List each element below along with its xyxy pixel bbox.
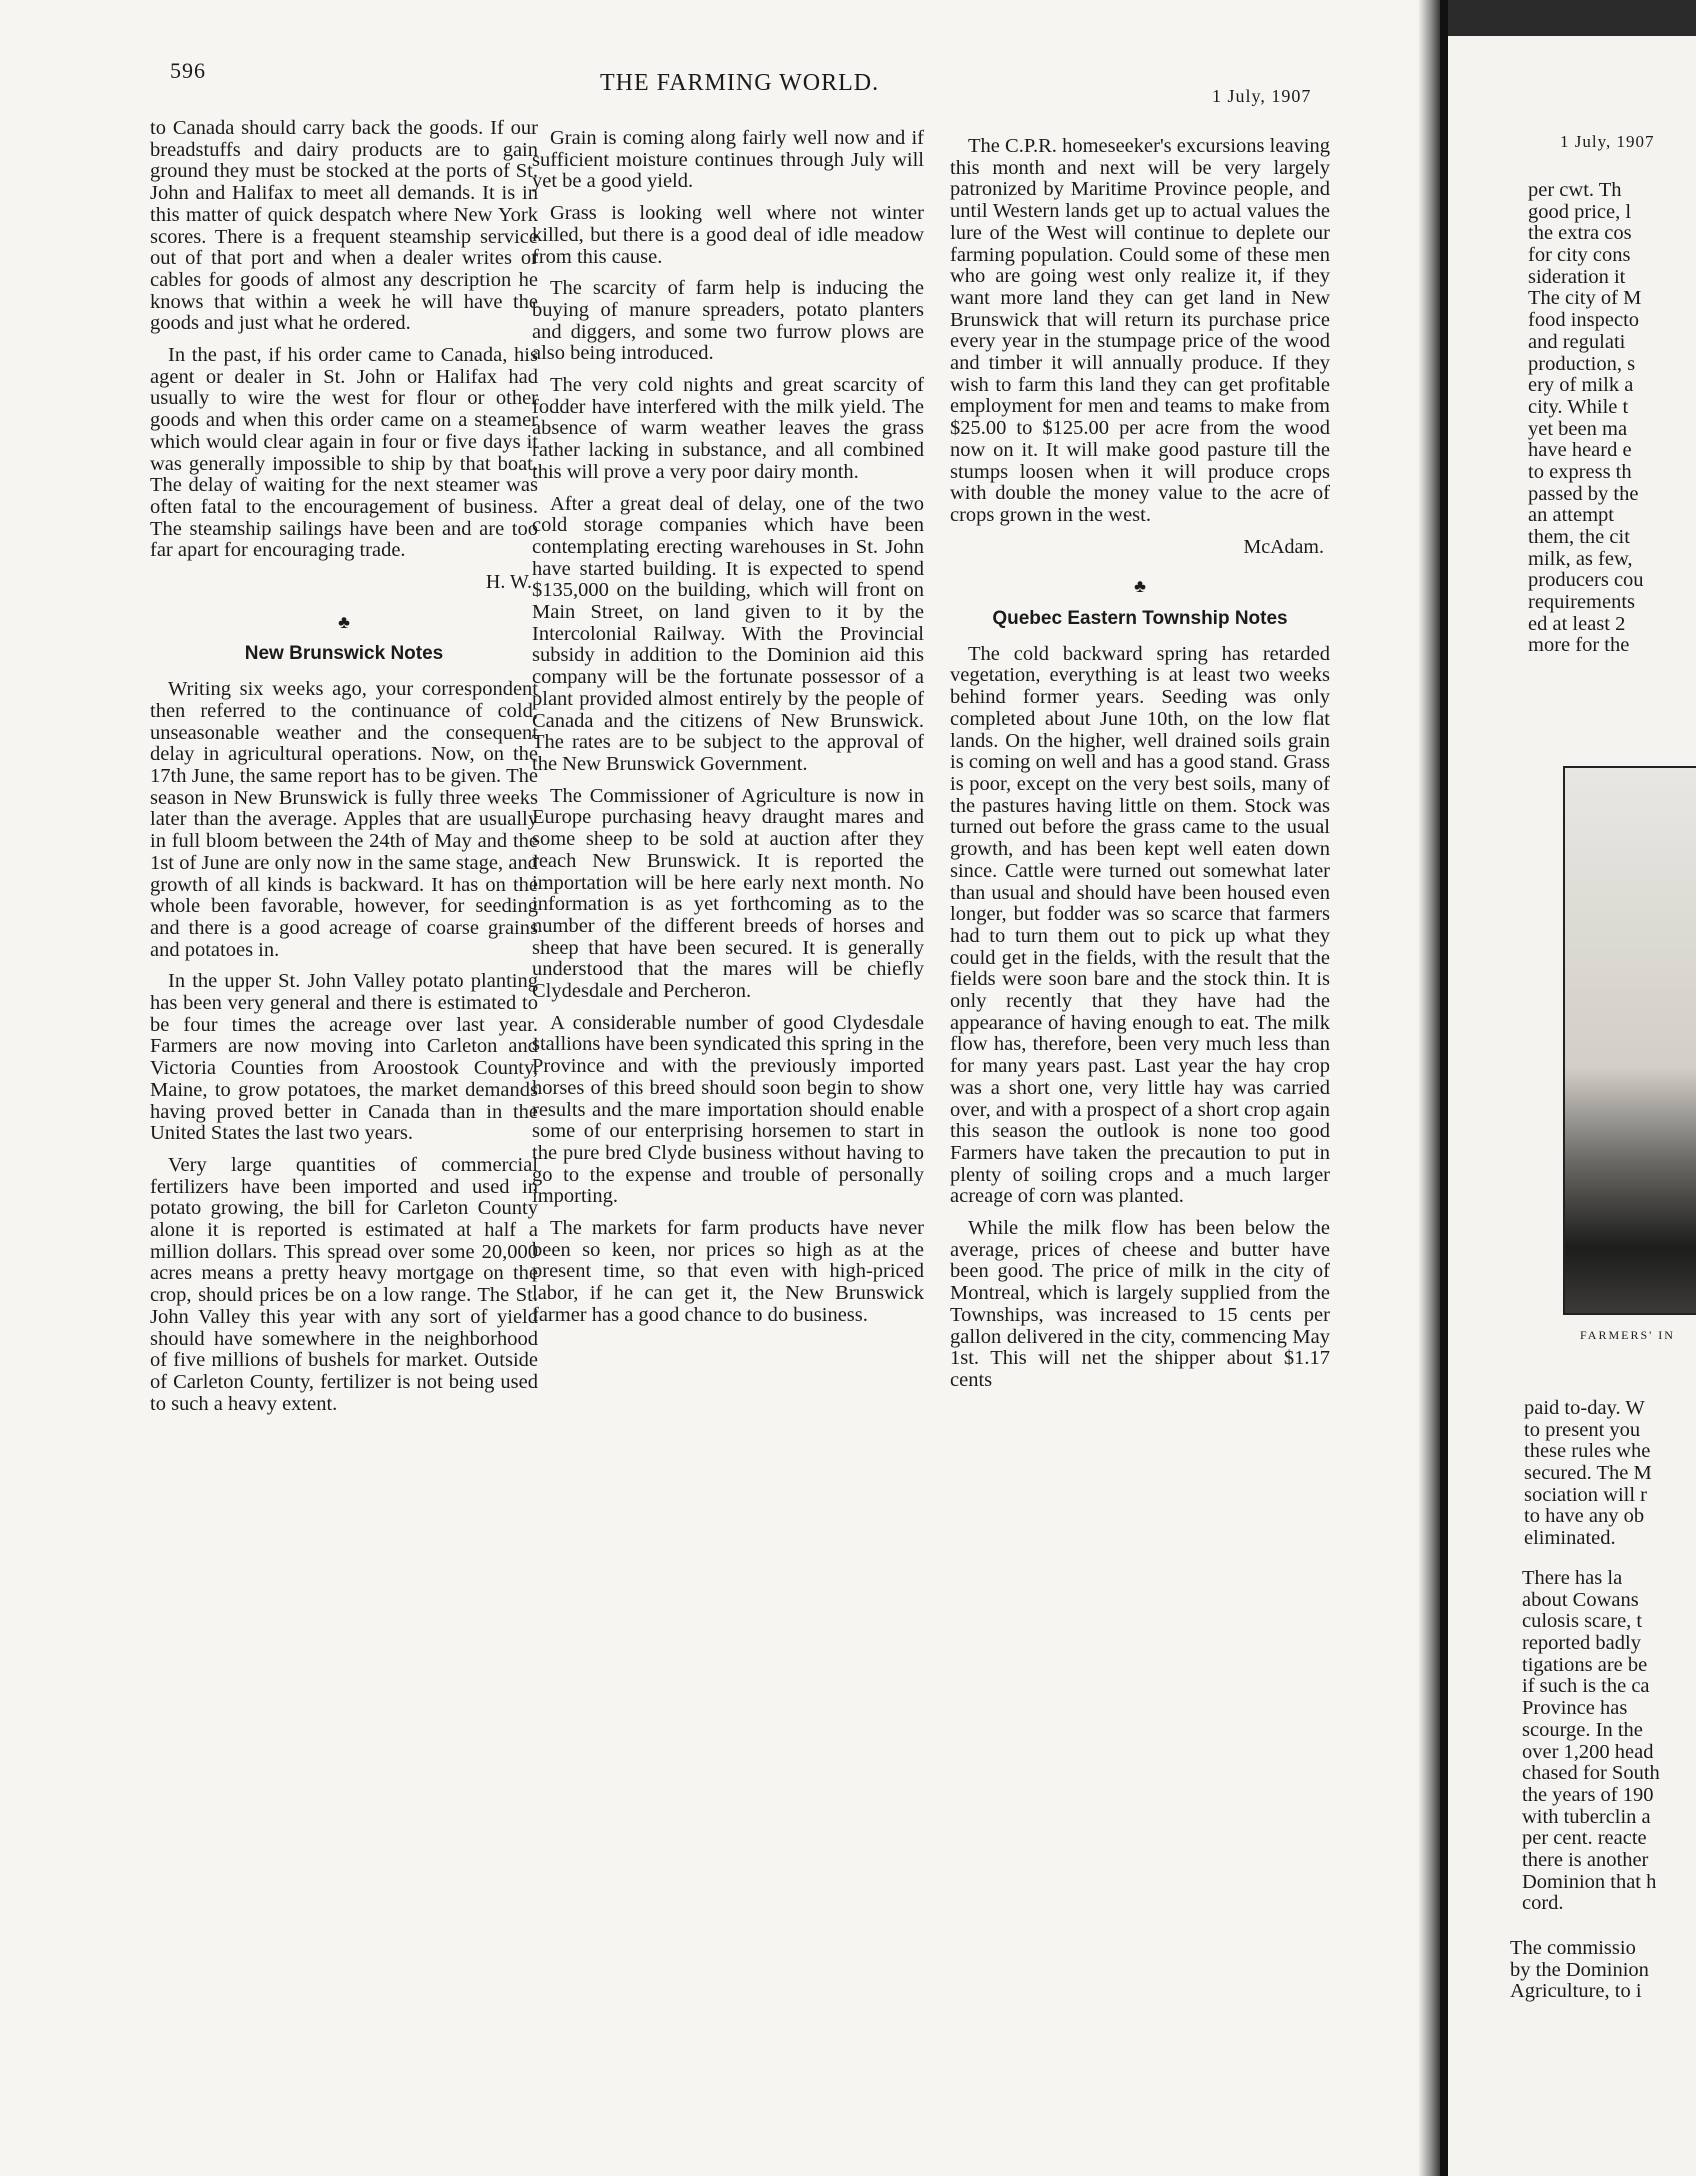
text-line: ery of milk a [1528, 374, 1634, 397]
text-line: Province has [1522, 1697, 1628, 1720]
column-1 [150, 118, 538, 1425]
text-line: sideration it [1528, 265, 1626, 288]
text-line: by the Dominion [1510, 1958, 1649, 1981]
paragraph: A considerable number of good Clydesdale stallions have been syndicated this spring in the Province and with the previously imported horses of this breed should soon begin to show results and the mare importation should enable some of our enterprising horsemen to start in the pure bred Clyde business without having to go to the expense and trouble of personally importing. [532, 1011, 924, 1208]
section-heading: New Brunswick Notes [244, 643, 444, 665]
text-line: production, s [1528, 352, 1636, 375]
text-line: more for the [1528, 634, 1630, 657]
text-line: requirements [1528, 591, 1636, 614]
text-line: passed by the [1528, 482, 1639, 505]
ornament-icon: ♣ [338, 611, 350, 632]
text-line: per cwt. Th [1528, 179, 1622, 201]
text-line: city. While t [1528, 395, 1629, 418]
paragraph: Very large quantities of commercial fertilizers have been imported and used in potato growing, the bill for Carleton County alone it is reported is estimated at half a million dollars. This spread over some 20,000 acres means a pretty heavy mortgage on the crop, should prices be on a low range. The St. John Valley this year with any sort of yield should have somewhere in the neighborhood of five millions of bushels for market. Outside of Carleton County, fertilizer is not being used to such a heavy extent. [150, 1153, 538, 1415]
text-line: There has la [1522, 1567, 1623, 1589]
paragraph: In the upper St. John Valley potato planting has been very general and there is estimated to be four times the acreage over last year. Farmers are now moving into Carleton and Victoria Counties from Aroostook County, Maine, to grow potatoes, the market demands having proved better in Canada than in the United States the last two years. [150, 970, 538, 1145]
text-line: have heard e [1528, 439, 1632, 462]
text-line: to express th [1528, 460, 1632, 483]
text-line: sociation will r [1524, 1483, 1647, 1506]
text-line: secured. The M [1524, 1462, 1652, 1485]
photo-caption: FARMERS' IN [1580, 1328, 1675, 1342]
paragraph: The scarcity of farm help is inducing the buying of manure spreaders, potato planters and diggers, and some two furrow plows are also being introduced. [532, 277, 924, 365]
text-line: for city cons [1528, 244, 1631, 267]
signature: McAdam. [1243, 535, 1324, 558]
text-line: over 1,200 head [1522, 1740, 1654, 1763]
paragraph: The Commissioner of Agriculture is now in Europe purchasing heavy draught mares and some sheep to be sold at auction after they reach New Brunswick. It is reported the importation will be here early next month. No information is as yet forthcoming as to the number of the different breeds of horses and sheep that have been secured. It is generally understood that the mares will be chiefly Clydesdale and Percheron. [532, 784, 924, 1003]
right-column-bottom [1510, 1938, 1649, 2003]
text-line: to present you [1524, 1418, 1641, 1441]
text-line: them, the cit [1528, 526, 1630, 548]
text-line: yet been ma [1528, 417, 1628, 440]
text-line: cord. [1522, 1892, 1564, 1915]
issue-date: 1 July, 1907 [1212, 86, 1312, 106]
signature: H. W. [485, 571, 532, 594]
paragraph: Grass is looking well where not winter killed, but there is a good deal of idle meadow from this cause. [532, 202, 924, 268]
text-line: chased for South [1522, 1762, 1660, 1785]
text-line: milk, as few, [1528, 547, 1633, 570]
column-2 [532, 128, 924, 1337]
section-heading: Quebec Eastern Township Notes [992, 608, 1288, 630]
text-line: tigations are be [1522, 1653, 1648, 1676]
page-number: 596 [170, 58, 206, 83]
paragraph: Writing six weeks ago, your correspondent then referred to the continuance of cold, unseasonable weather and the consequent delay in agricultural operations. Now, on the 17th June, the same report has to be given. The season in New Brunswick is fully three weeks later than the average. Apples that are usually in full bloom between the 24th of May and the 1st of June are only now in the same stage, and growth of all kinds is backward. It has on the whole been favorable, however, for seeding and there is a good acreage of coarse grains and potatoes in. [150, 678, 538, 961]
text-line: The commissio [1510, 1937, 1636, 1959]
right-page-date: 1 July, 1907 [1560, 132, 1655, 151]
text-line: producers cou [1528, 569, 1644, 592]
text-line: Dominion that h [1522, 1870, 1657, 1893]
text-line: to have any ob [1524, 1505, 1645, 1528]
journal-title: THE FARMING WORLD. [600, 70, 880, 96]
text-line: an attempt [1528, 504, 1614, 527]
right-column-upper [1528, 180, 1644, 657]
paragraph: The C.P.R. homeseeker's excursions leaving this month and next will be very largely patronized by Maritime Province people, and until Western lands get up to actual values the lure of the West will continue to deplete our farming population. Could some of these men who are going west only realize it, if they want more land they can get land in New Brunswick that will return its purchase price every year in the stumpage price of the wood and timber it will annually produce. If they wish to farm this land they can get profitable employment for men and teams to make from $25.00 to $125.00 per acre from the wood now on it. It will make good pasture till the stumps loosen when it will produce crops with double the money value to the acre of crops grown in the west. [950, 135, 1330, 526]
text-line: per cent. reacte [1522, 1827, 1647, 1850]
text-line: if such is the ca [1522, 1675, 1650, 1698]
text-line: The city of M [1528, 287, 1642, 310]
text-line: there is another [1522, 1848, 1649, 1871]
text-line: with tuberclin a [1522, 1805, 1651, 1828]
paragraph: After a great deal of delay, one of the two cold storage companies which have been contemplating erecting warehouses in St. John have started building. It is expected to spend $135,000 on the building, which will front on Main Street, on land given to it by the Intercolonial Railway. With the Provincial subsidy in addition to the Dominion aid this company will be the fortunate possessor of a plant provided almost entirely by the people of Canada and the citizens of New Brunswick. The rates are to be subject to the approval of the New Brunswick Government. [532, 492, 924, 775]
column-3 [950, 136, 1330, 1402]
text-line: reported badly [1522, 1632, 1641, 1655]
farmers-photograph [1563, 766, 1696, 1315]
paragraph: While the milk flow has been below the average, prices of cheese and butter have been good. The price of milk in the city of Montreal, which is largely supplied from the Townships, was increased to 15 cents per gallon delivered in the city, commencing May 1st. This will net the shipper about $1.17 cents [950, 1217, 1330, 1391]
text-line: the years of 190 [1522, 1783, 1654, 1806]
paragraph: Grain is coming along fairly well now and if sufficient moisture continues through July will yet be a good yield. [532, 127, 924, 193]
text-line: and regulati [1528, 330, 1626, 353]
text-line: scourge. In the [1522, 1718, 1643, 1741]
text-line: paid to-day. W [1524, 1397, 1645, 1419]
book-spine [1440, 0, 1448, 2176]
right-column-lower [1522, 1568, 1660, 1915]
text-line: about Cowans [1522, 1588, 1639, 1611]
paragraph: The cold backward spring has retarded vegetation, everything is at least two weeks behind former years. Seeding was only completed about June 10th, on the low flat lands. On the higher, well drained soils grain is coming on well and has a good stand. Grass is poor, except on the very best soils, many of the pastures having little on them. Stock was turned out before the grass came to the usual growth, and has been kept well eaten down since. Cattle were turned out somewhat later than usual and should have been housed even longer, but fodder was so scarce that farmers had to turn them out to pick up what they could get in the fields, with the result that the fields were soon bare and the stock thin. It is only recently that they have had the appearance of having enough to eat. The milk flow has, therefore, been very much less than for many years past. Last year the hay crop was a short one, very little hay was carried over, and with a prospect of a short crop again this season the outlook is none too good Farmers have taken the precaution to put in plenty of soiling crops and a much larger acreage of corn was planted. [950, 642, 1330, 1208]
text-line: Agriculture, to i [1510, 1980, 1642, 2003]
text-line: eliminated. [1524, 1527, 1616, 1550]
right-column-middle [1524, 1398, 1652, 1550]
text-line: good price, l [1528, 200, 1632, 223]
page-gutter [1418, 0, 1440, 2176]
text-line: the extra cos [1528, 222, 1632, 245]
paragraph: The markets for farm products have never been so keen, nor prices so high as at the present time, so that even with high-priced labor, if he can get it, the New Brunswick farmer has a good chance to do business. [532, 1217, 924, 1326]
paragraph: The very cold nights and great scarcity of fodder have interfered with the milk yield. The absence of warm weather leaves the grass rather lacking in substance, and all combined this will prove a very poor dairy month. [532, 374, 924, 483]
paragraph: In the past, if his order came to Canada, his agent or dealer in St. John or Halifax had usually to wire the west for flour or other goods and when this order came on a steamer which would clear again in four or five days it was generally impossible to ship by that boat. The delay of waiting for the next steamer was often fatal to the encouragement of business. The steamship sailings have been and are too far apart for encouraging trade. [150, 344, 538, 562]
text-line: culosis scare, t [1522, 1610, 1643, 1633]
text-line: ed at least 2 [1528, 612, 1626, 635]
text-line: these rules whe [1524, 1440, 1651, 1463]
ornament-icon: ♣ [1134, 576, 1146, 597]
paragraph: to Canada should carry back the goods. If our breadstuffs and dairy products are to gain ground they must be stocked at the ports of St. John and Halifax to meet all demands. It is in this matter of quick despatch where New York scores. There is a frequent steamship service out of that port and when a dealer writes or cables for goods of almost any description he knows that within a week he will have the goods and just what he ordered. [150, 117, 538, 335]
text-line: food inspecto [1528, 309, 1640, 332]
